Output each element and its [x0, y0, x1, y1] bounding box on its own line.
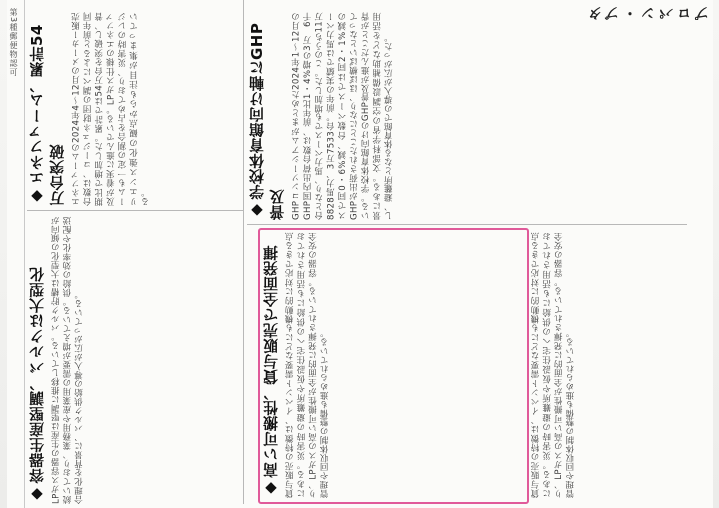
band-date: 第3種郵便物認可 — [9, 8, 18, 78]
article-body: GHPコンソーシアムがまとめた2024年1〜12月のGHP国内出荷台数は、前年比1・4%増の3万ᅠ6千台となり、馬力ベースでも増加した。このうち11万8828馬力、3万7533台。前年の実績では馬力ベースで同0・6%減、台数ベースでは同2・1%減のGHPが出荷されたことになり、ほぼ横ばいとなっている。学校体育館向けのGHP普及が進んだことが背景にある。文部科学省の空調設備補助などを活用し、避難所となる体育館での導入が広がった。 — [291, 12, 395, 220]
article-enefarm — [27, 12, 239, 206]
diamond-icon: ◆ — [262, 479, 280, 498]
row-divider — [247, 224, 687, 225]
article-body: LPガス容器の生産は堅調に推移している。バルク貯槽は大型化の傾向が続いており、業務用や産業用の需要が増えている。供給の効率化や配送合理化を背景に、バルク供給の導入が広がっている。 — [51, 216, 85, 504]
left-band — [7, 0, 25, 508]
article-continuation — [531, 232, 687, 498]
article-body: 貸与販売の特徴は、イベント需要などにも機動的に対応できる点にある。災害時の避難所や仮設住宅への供給にも活用されており、LPガスの高い可搬性が全面的に発揮されている。容器の安全管理や回収体制の整備も進められている。 — [285, 232, 331, 498]
article-headline: ◆学校体育館向け軸にGHP普及 — [248, 22, 287, 220]
diamond-icon: ◆ — [248, 201, 266, 220]
corner-title: プロパン・ブタ — [583, 4, 709, 20]
article-body: エネファームの2024年4〜12月のメーカー販売台数は、コージェネ財団の調べによると前年同期比で増加した。累計では54万台を突破し、普及が着実に進んでいる。LPガス仕様のエネファームも一定の割合を占めており、災害時のレジリエンス強化の観点からも注目が集まっている。 — [71, 12, 152, 206]
article-headline: ◆エネファーム、累計54万台突破 — [28, 24, 67, 206]
article-gymnasium — [247, 12, 685, 220]
article-body: 貸与販売の特徴は、イベント需要などにも機動的に対応できる点にある。災害時の避難所や仮設住宅への供給にも活用されており、LPガスの高い可搬性が全面的に発揮されている。容器の安全管理や回収体制の整備も進められている。 — [531, 232, 576, 498]
newspaper-page — [7, 0, 713, 508]
article-headline: ◆容器生産堅調、バルクは大型化 — [28, 266, 46, 504]
row-divider — [27, 210, 243, 211]
diamond-icon: ◆ — [28, 485, 46, 504]
article-container-production — [27, 216, 253, 504]
highlight-box — [258, 228, 529, 504]
article-headline: ◆高い可搬性、貸与販売で全面発揮 — [262, 245, 280, 498]
diamond-icon: ◆ — [28, 187, 46, 206]
